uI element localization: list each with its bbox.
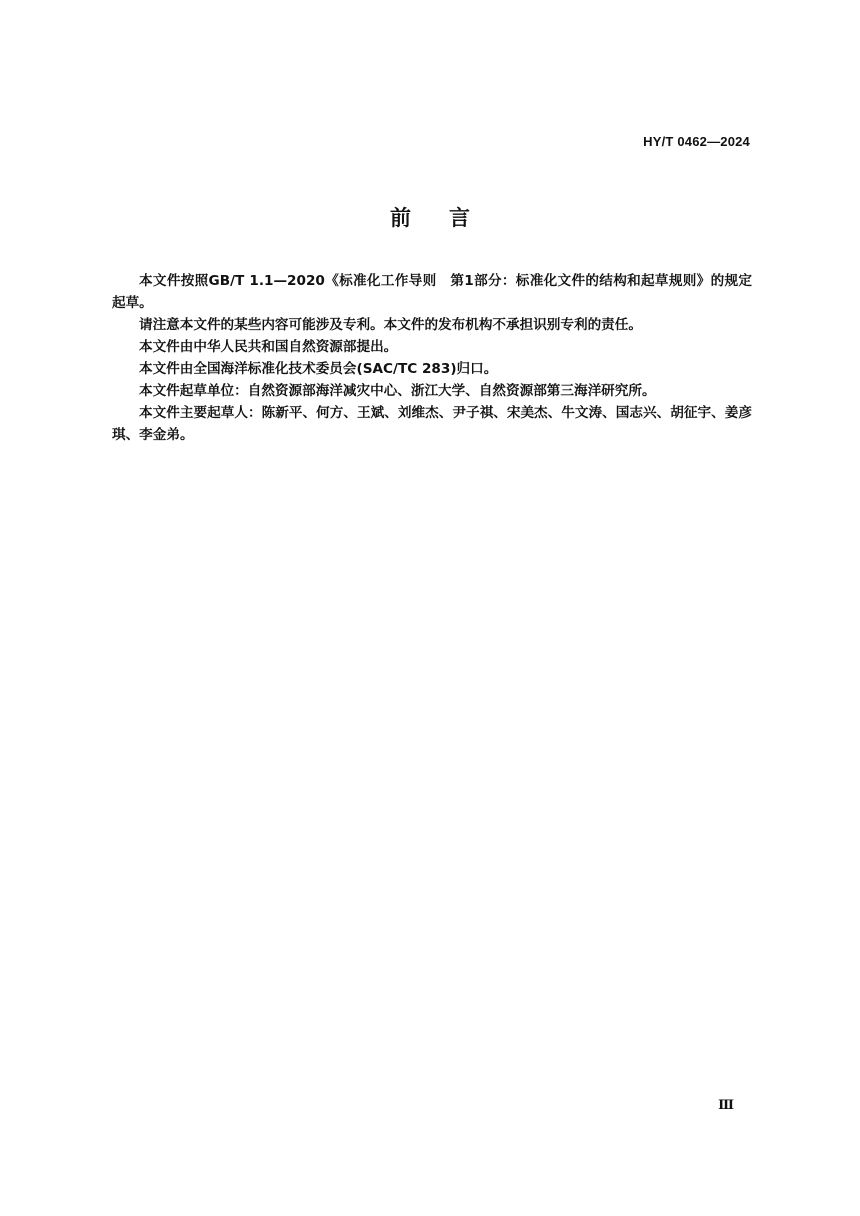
page-number: Ⅲ (718, 1097, 734, 1112)
document-code: HY/T 0462—2024 (643, 134, 750, 149)
preface-body (112, 270, 752, 446)
paragraph-drafting-organizations: 本文件起草单位：自然资源部海洋减灾中心、浙江大学、自然资源部第三海洋研究所。 (139, 383, 656, 399)
page-title: 前言 (390, 206, 508, 230)
paragraph-drafters: 本文件主要起草人：陈新平、何方、王斌、刘维杰、尹子祺、宋美杰、牛文涛、国志兴、胡征宇、姜彦琪、李金弟。 (112, 405, 752, 443)
paragraph-proposer: 本文件由中华人民共和国自然资源部提出。 (139, 339, 398, 355)
paragraph-patent-notice: 请注意本文件的某些内容可能涉及专利。本文件的发布机构不承担识别专利的责任。 (139, 317, 642, 333)
paragraph-drafting-rules: 本文件按照GB/T 1.1—2020《标准化工作导则 第1部分：标准化文件的结构和起草规则》的规定起草。 (112, 273, 752, 311)
paragraph-technical-committee: 本文件由全国海洋标准化技术委员会(SAC/TC 283)归口。 (139, 361, 498, 377)
